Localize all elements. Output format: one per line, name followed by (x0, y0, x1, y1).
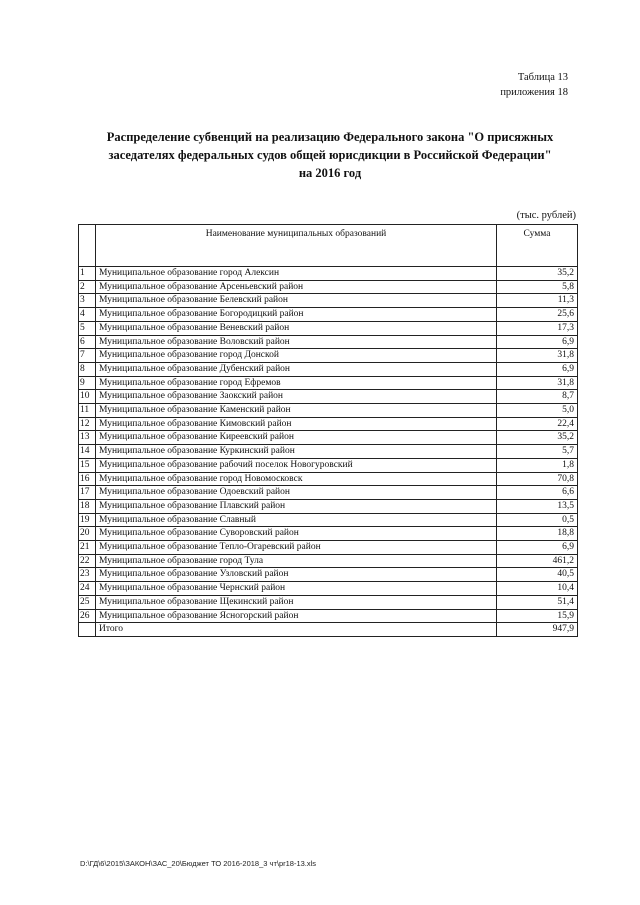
row-sum: 31,8 (497, 349, 578, 363)
row-sum: 5,7 (497, 445, 578, 459)
row-sum: 31,8 (497, 376, 578, 390)
table-row (79, 554, 578, 568)
title-line-3: на 2016 год (298, 166, 362, 180)
row-name: Муниципальное образование Куркинский район (96, 445, 497, 459)
row-number: 17 (79, 486, 96, 500)
row-name: Муниципальное образование Кимовский район (96, 417, 497, 431)
row-number: 21 (79, 541, 96, 555)
header-number (79, 225, 96, 267)
table-row (79, 404, 578, 418)
row-number: 1 (79, 267, 96, 281)
row-name: Муниципальное образование Чернский район (96, 582, 497, 596)
row-sum: 6,6 (497, 486, 578, 500)
row-sum: 22,4 (497, 417, 578, 431)
row-sum: 40,5 (497, 568, 578, 582)
row-sum: 8,7 (497, 390, 578, 404)
row-sum: 15,9 (497, 609, 578, 623)
table-header-row (79, 225, 578, 267)
table-row (79, 280, 578, 294)
row-name: Муниципальное образование Воловский район (96, 335, 497, 349)
row-sum: 6,9 (497, 335, 578, 349)
table-row (79, 541, 578, 555)
row-name: Муниципальное образование Одоевский район (96, 486, 497, 500)
row-number: 5 (79, 321, 96, 335)
row-name: Муниципальное образование Веневский район (96, 321, 497, 335)
header-sum: Сумма (497, 225, 578, 267)
row-sum: 25,6 (497, 308, 578, 322)
row-number: 22 (79, 554, 96, 568)
table-row (79, 568, 578, 582)
table-row (79, 362, 578, 376)
row-number: 26 (79, 609, 96, 623)
row-name: Муниципальное образование Дубенский район (96, 362, 497, 376)
row-number: 23 (79, 568, 96, 582)
row-number: 14 (79, 445, 96, 459)
row-sum: 17,3 (497, 321, 578, 335)
row-number: 9 (79, 376, 96, 390)
unit-label: (тыс. рублей) (516, 210, 576, 221)
table-row (79, 486, 578, 500)
row-sum: 51,4 (497, 595, 578, 609)
row-name: Муниципальное образование Киреевский район (96, 431, 497, 445)
table-row (79, 445, 578, 459)
row-name: Муниципальное образование Щекинский район (96, 595, 497, 609)
table-row (79, 499, 578, 513)
row-sum: 0,5 (497, 513, 578, 527)
row-sum: 6,9 (497, 362, 578, 376)
header-name: Наименование муниципальных образований (96, 225, 497, 267)
row-name: Муниципальное образование Суворовский район (96, 527, 497, 541)
row-sum: 5,8 (497, 280, 578, 294)
table-row (79, 390, 578, 404)
row-name: Муниципальное образование Плавский район (96, 499, 497, 513)
table-row (79, 513, 578, 527)
table-row (79, 267, 578, 281)
row-number: 25 (79, 595, 96, 609)
row-name: Муниципальное образование рабочий поселок Новогуровский (96, 458, 497, 472)
row-sum: 13,5 (497, 499, 578, 513)
row-name: Муниципальное образование Белевский район (96, 294, 497, 308)
row-number: 24 (79, 582, 96, 596)
table-row (79, 527, 578, 541)
row-sum: 5,0 (497, 404, 578, 418)
row-number: 19 (79, 513, 96, 527)
row-name: Муниципальное образование Богородицкий район (96, 308, 497, 322)
row-name: Муниципальное образование город Новомосковск (96, 472, 497, 486)
title-line-2: заседателях федеральных судов общей юрисдикции в Российской Федерации" (108, 148, 552, 162)
subsidy-table (78, 224, 578, 637)
row-name: Муниципальное образование город Донской (96, 349, 497, 363)
document-reference (500, 70, 568, 100)
row-name: Муниципальное образование Узловский район (96, 568, 497, 582)
row-name: Муниципальное образование Тепло-Огаревский район (96, 541, 497, 555)
row-name: Муниципальное образование город Ефремов (96, 376, 497, 390)
row-name: Муниципальное образование Славный (96, 513, 497, 527)
row-name: Муниципальное образование город Тула (96, 554, 497, 568)
row-number: 12 (79, 417, 96, 431)
table-row (79, 431, 578, 445)
table-row (79, 595, 578, 609)
title-line-1: Распределение субвенций на реализацию Федерального закона "О присяжных (106, 130, 554, 144)
row-sum: 11,3 (497, 294, 578, 308)
total-label: Итого (96, 623, 497, 637)
file-path: D:\ГД\6\2015\ЗАКОН\ЗАС_20\Бюджет ТО 2016-2018_3 чт\pr18-13.xls (80, 859, 317, 868)
row-sum: 1,8 (497, 458, 578, 472)
row-number: 6 (79, 335, 96, 349)
table-row (79, 349, 578, 363)
row-sum: 6,9 (497, 541, 578, 555)
row-number: 8 (79, 362, 96, 376)
table-row (79, 417, 578, 431)
document-title (80, 128, 580, 182)
row-sum: 18,8 (497, 527, 578, 541)
row-number: 16 (79, 472, 96, 486)
row-number: 20 (79, 527, 96, 541)
table-row (79, 609, 578, 623)
table-row (79, 376, 578, 390)
row-number: 18 (79, 499, 96, 513)
row-sum: 35,2 (497, 267, 578, 281)
row-number: 2 (79, 280, 96, 294)
row-number: 10 (79, 390, 96, 404)
table-row (79, 472, 578, 486)
total-row (79, 623, 578, 637)
row-sum: 70,8 (497, 472, 578, 486)
row-number: 4 (79, 308, 96, 322)
table-number: Таблица 13 (517, 72, 568, 83)
table-row (79, 321, 578, 335)
row-number: 3 (79, 294, 96, 308)
total-number (79, 623, 96, 637)
row-number: 13 (79, 431, 96, 445)
row-name: Муниципальное образование Каменский район (96, 404, 497, 418)
row-sum: 10,4 (497, 582, 578, 596)
table-row (79, 582, 578, 596)
row-number: 7 (79, 349, 96, 363)
row-name: Муниципальное образование Заокский район (96, 390, 497, 404)
table-row (79, 308, 578, 322)
appendix-number: приложения 18 (500, 87, 568, 98)
table-row (79, 458, 578, 472)
table-row (79, 335, 578, 349)
row-number: 11 (79, 404, 96, 418)
row-name: Муниципальное образование Арсеньевский район (96, 280, 497, 294)
table-row (79, 294, 578, 308)
row-name: Муниципальное образование Ясногорский район (96, 609, 497, 623)
total-sum: 947,9 (497, 623, 578, 637)
row-sum: 461,2 (497, 554, 578, 568)
row-name: Муниципальное образование город Алексин (96, 267, 497, 281)
row-sum: 35,2 (497, 431, 578, 445)
row-number: 15 (79, 458, 96, 472)
